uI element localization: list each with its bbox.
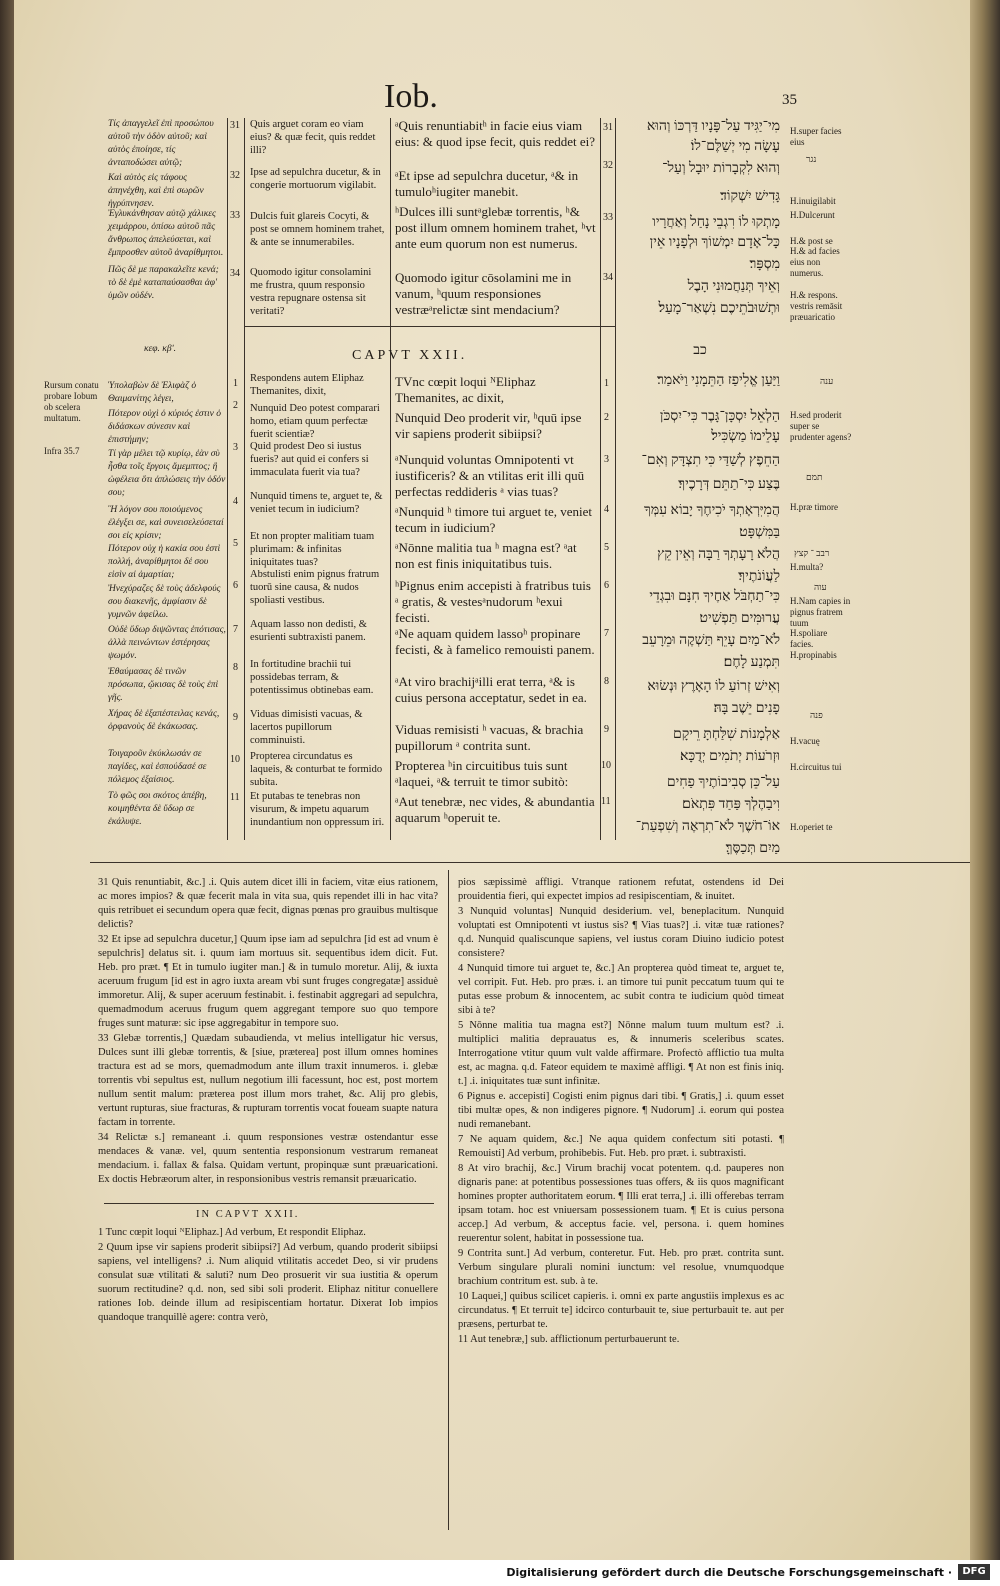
greek-verse: Ἢ λόγον σου ποιούμενος ἐλέγξει σε, καὶ συνεισελεύσεταί σοι εἰς κρίσιν; (108, 505, 224, 541)
latin-verse: ᵃEt ipse ad sepulchra ducetur, ᵃ& in tumuloʰiugiter manebit. (395, 168, 579, 199)
commentary-note: 34 Relictæ s.] remaneant .i. quum responsiones vestræ ostendantur esse mendaces & vanæ. vel, quum sententia responsionum vestrarum remaneat mendacium. i. fallax & falsa. Quidam vertunt, propinquæ sunt præuaricationi. Ex doctis Hebræorum alter, in responsionibus vestris remansit præuaricatio. (98, 1132, 438, 1185)
greek-verse: Τοιγαροῦν ἐκύκλωσάν σε παγίδες, καὶ ἐσπούδασέ σε πόλεμος ἐξαίσιος. (108, 749, 207, 785)
verse-number: 3 (604, 454, 609, 465)
right-margin-note: H.vacuę (790, 736, 820, 746)
commentary-note: 1 Tunc cœpit loqui ᴺEliphaz.] Ad verbum, Et respondit Eliphaz. (98, 1227, 366, 1238)
right-margin-note: H.spoliare facies. (790, 628, 828, 649)
commentary-note: 7 Ne aquam quidem, &c.] Ne aqua quidem confectum siti potasti. ¶ Remouisti] Ad verbum, prohibebis. Fut. Heb. pro præt. i. subtraxisti. (458, 1134, 784, 1159)
right-margin-note: ענה (820, 376, 834, 386)
latin-verse: ᵃNe aquam quidem lassoʰ propinare fecisti, & à famelico remouisti panem. (395, 626, 595, 657)
hebrew-verse: הֲלֹא רָעָתְךָ רַבָּה וְאֵין קֵץ (657, 547, 780, 562)
hebrew-verse: וּתְשׁוּבֹתֵיכֶם נִשְׁאַר־מָעַל׃ (658, 301, 780, 316)
hebrew-chapter-label: כב (693, 343, 707, 358)
latin-verse: Viduas dimisisti vacuas, & lacertos pupillorum comminuisti. (250, 709, 363, 746)
hebrew-verse: הַחֵפֶץ לְשַׁדַּי כִּי תִצְדָּק וְאִם־ (641, 453, 780, 468)
hebrew-verse: אוֹ־חֹשֶׁךְ לֹא־תִרְאֶה וְשִׁפְעַת־ (635, 819, 780, 834)
verse-number: 34 (603, 272, 613, 283)
right-margin-note: תמם (806, 472, 823, 482)
latin-verse: Quomodo igitur consolamini me frustra, quum responsio vestra repugnare ostensa sit veritati? (250, 267, 372, 317)
verse-number: 11 (230, 792, 240, 803)
verse-number: 11 (601, 796, 611, 807)
commentary-note: 6 Pignus e. accepisti] Cogisti enim pignus dari tibi. ¶ Gratis,] .i. quum esset tibi multæ opes, & non indigeres pignore. ¶ Nudorum] .i. eorum qui postea nudi remanebant. (458, 1091, 784, 1130)
verse-number: 7 (233, 624, 238, 635)
greek-verse: Πότερον οὐχ ἡ κακία σου ἐστὶ πολλή, ἀναρίθμητοι δέ σου εἰσὶν αἱ ἁμαρτίαι; (108, 544, 221, 580)
latin-verse: ᵃNunquid ʰ timore tui arguet te, veniet tecum in iudicium? (395, 504, 593, 535)
commentary-note: 8 At viro brachij, &c.] Virum brachij vocat potentem. q.d. pauperes non dignaris pane: at potentibus possessiones tuas offers, & iis quos magnificant homines propter authoritatem eorum. ¶ Illi erat terra,] .i. illi offerebas terram ipsam totam. hoc est vniuersam possessionem tuam. ¶ Et is cuius persona accep.] Ad verbum, & acceptus facie. vel, persona. i. quem homines reuerentur solent, habitat in possessione tua. (458, 1163, 784, 1244)
commentary-note: 11 Aut tenebræ,] sub. afflictionum perturbauerunt te. (458, 1334, 680, 1345)
right-margin-note: פנה (810, 710, 823, 720)
page-edge (970, 0, 1000, 1560)
hebrew-verse: גָּדִישׁ יִשְׁקוֹד׃ (720, 189, 780, 204)
right-margin-note: H.inuigilabit (790, 196, 836, 206)
rule-right (615, 118, 616, 840)
greek-verse: Πότερον οὐχὶ ὁ κύριός ἐστιν ὁ διδάσκων σύνεσιν καὶ ἐπιστήμην; (108, 409, 221, 445)
hebrew-verse: הֲמִיִּרְאָתְךָ יֹכִיחֶךָ יָבוֹא עִמְּךָ (643, 503, 780, 518)
commentary-note: 9 Contrita sunt.] Ad verbum, conteretur. Fut. Heb. pro præt. contrita sunt. Verbum singulare plurali nomini iunctum: vel resolue, vnumquodque brachium contritum est. sub. à te. (458, 1248, 784, 1287)
greek-verse: Οὐδὲ ὕδωρ διψῶντας ἐπότισας, ἀλλὰ πεινώντων ἐστέρησας ψωμόν. (108, 625, 226, 661)
latin-verse: ᵃQuis renuntiabitʰ in facie eius viam eius: & quod ipse fecit, quis reddet ei? (395, 118, 596, 149)
verse-number: 5 (233, 538, 238, 549)
commentary-note: 31 Quis renuntiabit, &c.] .i. Quis autem dicet illi in faciem, vitæ eius rationem, ac mores impios? & quæ fecerit mala in vita sua, quis rependet illi in hac vita? quis retribuet ei secundum opera quæ fecit, dignas pœnas pro grauibus multisque delictis? (98, 877, 439, 930)
hebrew-verse: פָנִים יֵשֶׁב בָּהּ׃ (713, 701, 780, 716)
commentary-left-2 (98, 1226, 438, 1326)
latin-verse: Ipse ad sepulchra ducetur, & in congerie mortuorum vigilabit. (250, 167, 381, 191)
right-margin-note: H.& ad facies eius non numerus. (790, 246, 840, 278)
latin-verse: Propterea ʰin circuitibus tuis sunt ᵃlaquei, ᵃ& terruit te timor subitò: (395, 758, 569, 789)
greek-verse: Ὑπολαβὼν δὲ Ἐλιφὰζ ὁ Θαιμανίτης λέγει, (108, 381, 197, 404)
latin-verse: Quis arguet coram eo viam eius? & quæ fecit, quis reddet illi? (250, 119, 376, 156)
latin-verse: Et non propter malitiam tuam plurimam: & infinitas iniquitates tuas? (250, 531, 375, 568)
hebrew-verse: עֲרוּמִּים תַּפְשִׁיט׃ (699, 611, 780, 626)
commentary-note: pios sæpissimè affligi. Vtranque rationem refutat, ostendens id Dei prouidentia fieri, qui expectet impios ad resipiscentiam, & inuitet. (458, 877, 784, 902)
latin-verse: Et putabas te tenebras non visurum, & impetu aquarum inundantium non oppressum iri. (250, 791, 385, 828)
paper-sheet (14, 0, 970, 1560)
verse-number: 8 (233, 662, 238, 673)
greek-verse: Καὶ αὐτὸς εἰς τάφους ἀπηνέχθη, καὶ ἐπὶ σωρῶν ἠγρύπνησεν. (108, 173, 204, 209)
hebrew-verse: עָלֵימוֹ מַשְׂכִּיל׃ (711, 429, 780, 444)
latin-verse: Nunquid Deo proderit vir, ʰquū ipse vir sapiens proderit sibiipsi? (395, 410, 582, 441)
latin-verse: Nunquid timens te, arguet te, & veniet tecum in iudicium? (250, 491, 383, 515)
commentary-note: 32 Et ipse ad sepulchra ducetur,] Quum ipse iam ad sepulchra [id est ad vnum è sepulchris] delatus sit. i. quum iam mortuus sit. sequentibus idem dicit. Fut. Heb. pro præt. ¶ Et in tumulo iugiter man.] & in tumulo moretur. Alij, & iuxta aceruum frugum [id est in agro iuxta aream vbi sunt fruges congregatæ] assiduè immoretur. Alij, & super aceruum festinabit. i. festinabit aggregari ad sepulchra, quemadmodum aceruus frugum quem aggregant tempore suo quo tempore fruges sunt maturæ: sic ipse aggregabitur in tempore suo. (98, 934, 438, 1029)
commentary-note: 33 Glebæ torrentis,] Quædam subaudienda, vt melius intelligatur hic versus, Dulces sunt illi glebæ torrentis, & [siue, præterea] post illum omnes homines tractura est ad se mors, quemadmodum ante illum traxit innumeros. i. glebæ torrentis vbi sepultus est, nullum negotium illi facessunt, hoc est, post mortem nullum sentit malum: præterea post illum mors trahet, &c. Alij pro glebis, vertunt rupturas, siue fracturas, & rupturam torrentis vocat foueam suapte natura factam in torrente. (98, 1033, 438, 1128)
hebrew-verse: בַּמִּשְׁפָּט׃ (739, 525, 780, 540)
greek-verse: Ἠνεχύραζες δὲ τοὺς ἀδελφούς σου διακενῆς, ἀμφίασιν δὲ γυμνῶν ἀφείλω. (108, 584, 221, 620)
greek-verse: Χήρας δὲ ἐξαπέστειλας κενάς, ὀρφανοὺς δὲ ἐκάκωσας. (108, 709, 220, 732)
hebrew-verse: וְאִישׁ זְרוֹעַ לוֹ הָאָרֶץ וּנְשׂוּא (647, 679, 780, 694)
latin-verse: ᵃAut tenebræ, nec vides, & abundantia aquarum ʰoperuit te. (395, 794, 595, 825)
hebrew-verse: אַלְמָנוֹת שִׁלַּחְתָּ רֵיקָם (673, 727, 780, 742)
right-margin-note: H.præ timore (790, 502, 838, 512)
book-binding (0, 0, 14, 1586)
latin-verse: In fortitudine brachii tui possidebas terram, & potentissimus obtinebas eam. (250, 659, 374, 696)
page-number: 35 (782, 92, 797, 108)
verse-number: 4 (233, 496, 238, 507)
hebrew-verse: וַיַּעַן אֱלִיפַז הַתֵּמָנִי וַיֹּאמַר׃ (656, 373, 780, 388)
verse-number: 33 (230, 210, 240, 221)
right-margin-note: רבב ־ קצץ (794, 548, 830, 558)
latin-verse: Respondens autem Eliphaz Themanites, dixit, (250, 373, 364, 397)
verse-number: 32 (230, 170, 240, 181)
hebrew-verse: לֹא־מַיִם עָיֵף תַּשְׁקֶה וּמֵרָעֵב (642, 633, 780, 648)
rule-nums-a (244, 118, 245, 840)
verse-number: 33 (603, 212, 613, 223)
greek-verse: Τίς ἀπαγγελεῖ ἐπὶ προσώπου αὐτοῦ τὴν ὁδὸν αὐτοῦ; καὶ αὐτὸς ἐποίησε, τίς ἀνταποδώσει αὐτῷ; (108, 119, 214, 168)
latin-verse: Abstulisti enim pignus fratrum tuorū sine causa, & nudos spoliasti vestibus. (250, 569, 380, 606)
rule-notes-head (104, 1203, 434, 1204)
verse-number: 7 (604, 628, 609, 639)
rule-notes (90, 862, 970, 863)
right-margin-note: H.circuitus tui (790, 762, 842, 772)
dfg-logo: DFG (958, 1564, 990, 1580)
rule-nums-b (600, 118, 601, 840)
verse-number: 6 (233, 580, 238, 591)
right-margin-note: H.& post se (790, 236, 833, 246)
verse-number: 31 (603, 122, 613, 133)
left-margin-note: Rursum conatu probare Iobum ob scelera multatum. (44, 380, 99, 423)
hebrew-verse: מַיִם תְּכַסֶּךָּ׃ (725, 841, 780, 856)
hebrew-verse: עָשָׂה מִי יְשַׁלֶּם־לוֹ׃ (690, 139, 780, 154)
hebrew-verse: כָּל־אָדָם יִמְשׁוֹךְ וּלְפָנָיו אֵין (649, 235, 780, 250)
right-margin-note: עוה (814, 582, 827, 592)
right-margin-note: H.multa? (790, 562, 824, 572)
rule-left (227, 118, 228, 840)
right-margin-note: H.& respons. vestris remāsit præuaricatio (790, 290, 843, 322)
verse-number: 1 (233, 378, 238, 389)
hebrew-verse: הַלְאֵל יִסְכָּן־גָּבֶר כִּי־יִסְכֹּן (659, 409, 780, 424)
verse-number: 9 (233, 712, 238, 723)
hebrew-verse: וִיבַהֶלְךָ פַּחַד פִּתְאֹם׃ (682, 797, 780, 812)
greek-verse: Τί γὰρ μέλει τῷ κυρίῳ, ἐὰν σὺ ἦσθα τοῖς ἔργοις ἄμεμπτος; ἢ ὠφέλεια ὅτι ἁπλώσεις τὴν ὁδόν σου; (108, 449, 226, 498)
verse-number: 2 (604, 412, 609, 423)
verse-number: 9 (604, 724, 609, 735)
latin-verse: ʰDulces illi suntᵃglebæ torrentis, ʰ& post illum omnem hominem trahet, ʰvt ante eum quorum non est numerus. (395, 204, 596, 251)
right-margin-note: H.operiet te (790, 822, 833, 832)
commentary-left (98, 876, 438, 1188)
greek-verse: Ἐγλυκάνθησαν αὐτῷ χάλικες χειμάρρου, ὀπίσω αὐτοῦ πᾶς ἄνθρωπος ἀπελεύσεται, καὶ ἔμπροσθεν αὐτοῦ ἀναρίθμητοι. (108, 209, 224, 258)
hebrew-verse: עַל־כֵּן סְבִיבוֹתֶיךָ פַחִים (666, 775, 780, 790)
verse-number: 10 (230, 754, 240, 765)
hebrew-verse: כִּי־תַחְבֹּל אַחֶיךָ חִנָּם וּבִגְדֵי (649, 589, 780, 604)
latin-verse: Nunquid Deo potest comparari homo, etiam quum perfectæ fuerit scientiæ? (250, 403, 380, 440)
greek-chapter-label: κεφ. κβʹ. (144, 344, 177, 354)
funding-credit: Digitalisierung gefördert durch die Deutsche Forschungsgemeinschaft · (506, 1566, 952, 1579)
verse-number: 31 (230, 120, 240, 131)
hebrew-verse: בֶּצַע כִּי־תַתֵּם דְּרָכֶיךָ׃ (678, 477, 780, 492)
greek-verse: Ἐθαύμασας δὲ τινῶν πρόσωπα, ᾤκισας δὲ τοὺς ἐπὶ γῆς. (108, 667, 219, 703)
rule-caput (244, 326, 615, 327)
latin-verse: Aquam lasso non dedisti, & esurienti subtraxisti panem. (250, 619, 367, 643)
verse-number: 1 (604, 378, 609, 389)
latin-verse: Viduas remisisti ʰ vacuas, & brachia pupillorum ᵃ contrita sunt. (395, 722, 584, 753)
verse-number: 34 (230, 268, 240, 279)
right-margin-note: נגר (806, 154, 817, 164)
rule-notes-mid (448, 870, 449, 1530)
rule-mid (390, 118, 391, 840)
verse-number: 32 (603, 160, 613, 171)
verse-number: 8 (604, 676, 609, 687)
hebrew-verse: וּזְרֹעוֹת יְתֹמִים יְדֻכָּא׃ (680, 749, 780, 764)
hebrew-verse: תִּמְנַע לָחֶם׃ (723, 655, 780, 670)
commentary-note: 2 Quum ipse vir sapiens proderit sibiipsi?] Ad verbum, quando proderit sibiipsi sapiens, vel intelligens? .i. Num aliquid vtilitatis accedet Deo, si vir prudens consulat suæ vtilitati & saluti? num Deo prosuerit vir sua iustitia & operum suorum rectitudine? q.d. non, sed sibi soli proderit. Eliphaz nititur conuellere rationes Iob. deinde illum ad resipiscentiam hortatur. Dixerat Iob impios quandoque tranquillè agere: contra verò, (98, 1242, 438, 1323)
chapter-heading: CAPVT XXII. (352, 348, 468, 363)
hebrew-verse: מָתְקוּ לוֹ רִגְבֵי נָחַל וְאַחֲרָיו (652, 215, 780, 230)
commentary-right (458, 876, 784, 1348)
left-margin-note: Infra 35.7 (44, 446, 80, 456)
greek-verse: Πῶς δὲ με παρακαλεῖτε κενά; τὸ δὲ ἐμὲ καταπαύσασθαι ἀφ' ὑμῶν οὐδέν. (108, 265, 219, 301)
commentary-note: 3 Nunquid voluntas] Nunquid desiderium. vel, beneplacitum. Nunquid voluptati est Omnipotenti vt iustus sis? ¶ Vias tuas?] .i. vitæ tuæ rationes? q.d. Nunquid qualiscunque sapiens, vel iustus coram Diuino iudicio potest consistere? (458, 906, 784, 959)
right-margin-note: H.Dulcerunt (790, 210, 835, 220)
latin-verse: ᵃNunquid voluntas Omnipotenti vt iustificeris? & an vtilitas erit illi quū perfectas reddideris ᵃ vias tuas? (395, 452, 585, 499)
latin-verse: TVnc cœpit loqui ᴺEliphaz Themanites, ac dixit, (395, 374, 536, 405)
commentary-heading: IN CAPVT XXII. (196, 1209, 300, 1220)
latin-verse: Quid prodest Deo si iustus fueris? aut quid ei confers si immaculata fuerit via tua? (250, 441, 369, 478)
right-margin-note: H.super facies eius (790, 126, 842, 147)
verse-number: 4 (604, 504, 609, 515)
hebrew-verse: מִי־יַגִּיד עַל־פָּנָיו דַּרְכּוֹ וְהוּא (646, 119, 780, 134)
commentary-note: 5 Nōnne malitia tua magna est?] Nōnne malum tuum multum est? .i. multiplici malitia deprauatus es, & innumeris sceleribus scates. Interrogatione vtitur quum vult valde affirmare. Profectò afflictio tua multa est, ac magna. q.d. Fateor equidem te maximè affligi. ¶ At non est finis iniq. t.] .i. iniquitates tuæ sunt infinitæ. (458, 1020, 784, 1087)
commentary-note: 10 Laquei,] quibus scilicet capieris. i. omni ex parte angustiis implexus es ac circundatus. ¶ Et terruit te] idcirco conturbauit te, siue perturbauit te. aut per præsens, perturbat te. (458, 1291, 784, 1330)
latin-verse: ʰPignus enim accepisti à fratribus tuis ᵃ gratis, & vestesᵃnudorum ʰexui fecisti. (395, 578, 591, 625)
verse-number: 10 (601, 760, 611, 771)
latin-verse: ᵃAt viro brachijᵃilli erat terra, ᵃ& is cuius persona acceptatur, sedet in ea. (395, 674, 587, 705)
right-margin-note: H.sed proderit super se prudenter agens? (790, 410, 852, 442)
hebrew-verse: מִסְפָּר׃ (749, 257, 780, 272)
verse-number: 3 (233, 442, 238, 453)
footer-bar (0, 1560, 1000, 1586)
commentary-note: 4 Nunquid timore tui arguet te, &c.] An propterea quòd timeat te, arguet te, vel corripit. Fut. Heb. pro præs. i. an timore tui punit peccatum tuum qui te putas esse probum & innocentem, ac subit contra te iudicium quòd timeat sibi à te? (458, 963, 784, 1016)
latin-verse: Propterea circundatus es laqueis, & conturbat te formido subita. (250, 751, 383, 788)
greek-verse: Τὸ φῶς σοι σκότος ἀπέβη, κοιμηθέντα δὲ ὕδωρ σε ἐκάλυψε. (108, 791, 207, 827)
running-title: Iob. (384, 78, 438, 115)
latin-verse: ᵃNōnne malitia tua ʰ magna est? ᵃat non est finis iniquitatibus tuis. (395, 540, 577, 571)
latin-verse: Dulcis fuit glareis Cocyti, & post se omnem hominem trahet, & ante se innumerabiles. (250, 211, 385, 248)
verse-number: 5 (604, 542, 609, 553)
right-margin-note: H.Nam capies in pignus fratrem tuum (790, 596, 851, 628)
right-margin-note: H.propinabis (790, 650, 837, 660)
verse-number: 6 (604, 580, 609, 591)
hebrew-verse: וְאֵיךְ תְּנַחֲמוּנִי הָבֶל (687, 279, 780, 294)
verse-number: 2 (233, 400, 238, 411)
hebrew-verse: לַעֲוֹנֹתֶיךָ׃ (738, 569, 780, 584)
hebrew-verse: וְהוּא לִקְבָרוֹת יוּבָל וְעַל־ (662, 161, 780, 176)
latin-verse: Quomodo igitur cōsolamini me in vanum, ʰquum responsiones vestræᵃrelictæ sint mendacium? (395, 270, 572, 317)
